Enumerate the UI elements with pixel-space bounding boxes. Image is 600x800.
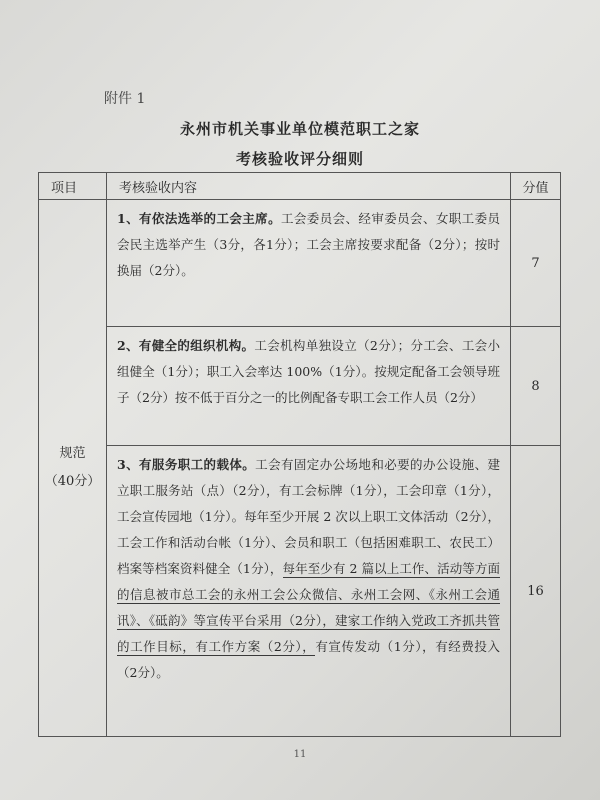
page-number: 11 [293,749,307,760]
score-cell: 8 [511,327,561,446]
table-row [39,327,561,446]
criteria-cell [107,327,511,446]
header-score: 分值 [511,173,561,200]
criteria-text: 工会有固定办公场地和必要的办公设施、建立职工服务站（点）（2分），有工会标牌（1分），工会印章（1分），工会宣传园地（1分）。每年至少开展 2 次以上职工文体活动（2分），工会工作和活动台帐（1分）、会员和职工（包括困难职工、农民工）档案等档案资料健全（1分）， [117,457,500,576]
criteria-cell [107,446,511,737]
document-subtitle: 考核验收评分细则 [235,150,364,168]
score-cell: 7 [511,200,561,327]
document-title: 永州市机关事业单位模范职工之家 [179,120,420,138]
criteria-cell [107,200,511,327]
criteria-heading: 2、有健全的组织机构。 [117,338,255,353]
criteria-heading: 1、有依法选举的工会主席。 [117,211,281,226]
header-item: 项目 [39,173,107,200]
criteria-heading: 3、有服务职工的载体。 [117,457,256,472]
header-content: 考核验收内容 [107,173,511,200]
criteria-text: 工会机构单独设立（2分）；分工会、工会小组健全（1分）；职工入会率达 100%（1分）。按规定配备工会领导班子（2分）按不低于百分之一的比例配备专职工会工作人员（2分） [117,338,500,405]
table-row [39,446,561,737]
category-name: 规范 [59,446,86,461]
scoring-table [38,172,561,737]
attachment-label: 附件 1 [104,91,146,107]
score-cell: 16 [511,446,561,737]
criteria-text-end: 有宣传发动（1分），有经费投入（2分）。 [117,639,500,680]
category-points: （40分） [44,474,101,489]
criteria-text: 工会委员会、经审委员会、女职工委员会民主选举产生（3分，各1分）；工会主席按要求配备（2分）；按时换届（2分）。 [117,211,500,278]
category-cell [39,200,107,737]
table-header-row [39,173,561,200]
table-row [39,200,561,327]
underlined-text: 每年至少有 2 篇以上工作、活动等方面的信息被市总工会的永州工会公众微信、永州工会网、《永州工会通讯》、《砥韵》等宣传平台采用（2分），建家工作纳入党政工齐抓共管的工作目标，有工作方案（2分）， [117,561,500,654]
